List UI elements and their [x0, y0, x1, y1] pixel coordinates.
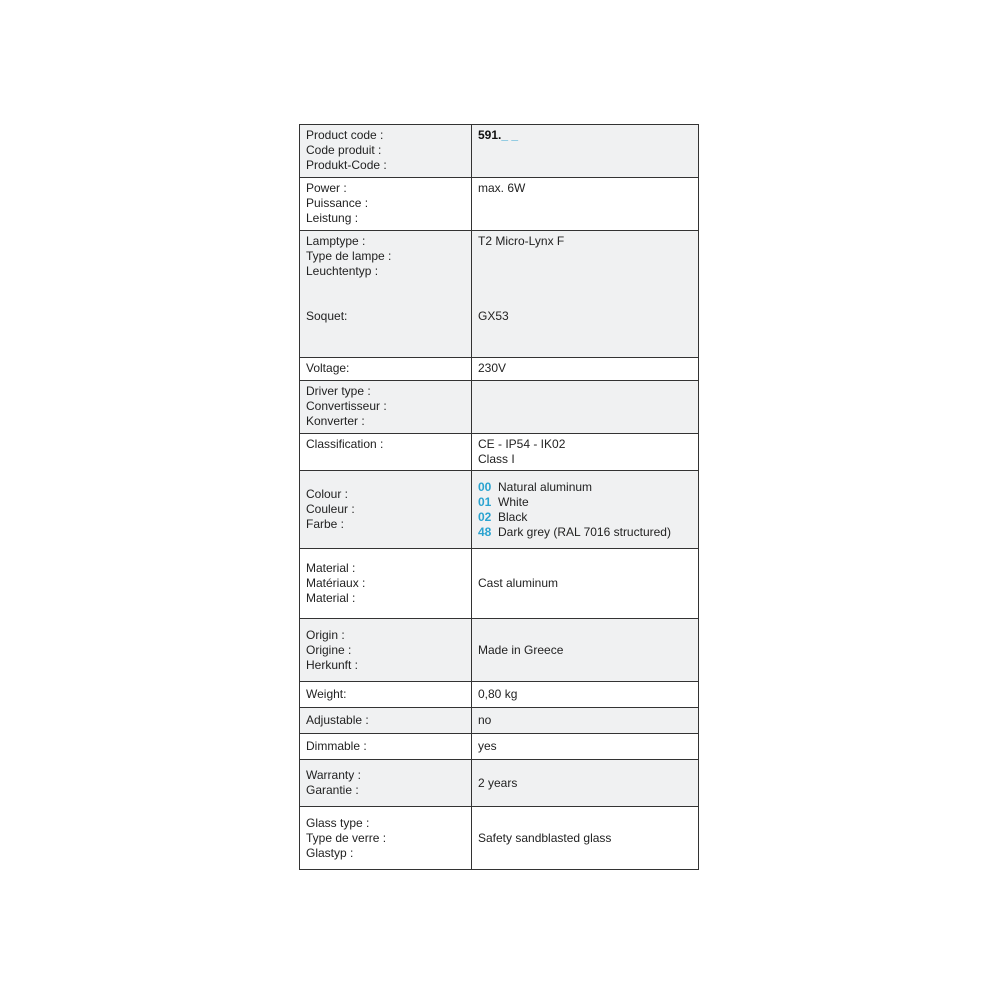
classification-label: Classification : — [300, 434, 472, 471]
colour-label: Colour : Couleur : Farbe : — [300, 471, 472, 549]
row-glass — [300, 807, 699, 870]
driver-label: Driver type : Convertisseur : Konverter : — [300, 381, 472, 434]
origin-value: Made in Greece — [472, 619, 699, 682]
material-label: Material : Matériaux : Material : — [300, 549, 472, 619]
voltage-value: 230V — [472, 358, 699, 381]
adjustable-value: no — [472, 708, 699, 734]
colour-option: 02 Black — [478, 509, 528, 524]
row-material — [300, 549, 699, 619]
power-label: Power : Puissance : Leistung : — [300, 178, 472, 231]
row-dimmable — [300, 734, 699, 760]
row-lamptype — [300, 231, 699, 358]
row-driver — [300, 381, 699, 434]
row-warranty — [300, 760, 699, 807]
warranty-label: Warranty : Garantie : — [300, 760, 472, 807]
dimmable-label: Dimmable : — [300, 734, 472, 760]
row-colour — [300, 471, 699, 549]
colour-option: 48 Dark grey (RAL 7016 structured) — [478, 524, 671, 539]
row-product-code — [300, 125, 699, 178]
spec-table — [299, 124, 699, 870]
weight-label: Weight: — [300, 682, 472, 708]
driver-value — [472, 381, 699, 434]
material-value: Cast aluminum — [472, 549, 699, 619]
dimmable-value: yes — [472, 734, 699, 760]
product-code-value: 591._ _ — [472, 125, 699, 178]
row-adjustable — [300, 708, 699, 734]
warranty-value: 2 years — [472, 760, 699, 807]
power-value: max. 6W — [472, 178, 699, 231]
product-code-label: Product code : Code produit : Produkt-Code : — [300, 125, 472, 178]
adjustable-label: Adjustable : — [300, 708, 472, 734]
origin-label: Origin : Origine : Herkunft : — [300, 619, 472, 682]
row-power — [300, 178, 699, 231]
row-origin — [300, 619, 699, 682]
colour-option: 00 Natural aluminum — [478, 479, 593, 494]
weight-value: 0,80 kg — [472, 682, 699, 708]
lamptype-label: Lamptype : Type de lampe : Leuchtentyp : Soquet: — [300, 231, 472, 358]
row-voltage — [300, 358, 699, 381]
colour-options — [472, 471, 699, 549]
socket-value: GX53 — [478, 309, 509, 323]
glass-label: Glass type : Type de verre : Glastyp : — [300, 807, 472, 870]
row-weight — [300, 682, 699, 708]
colour-option: 01 White — [478, 494, 529, 509]
row-classification — [300, 434, 699, 471]
glass-value: Safety sandblasted glass — [472, 807, 699, 870]
voltage-label: Voltage: — [300, 358, 472, 381]
socket-label: Soquet: — [306, 309, 348, 323]
classification-value: CE - IP54 - IK02 Class I — [472, 434, 699, 471]
lamptype-value: T2 Micro-Lynx F GX53 — [472, 231, 699, 358]
